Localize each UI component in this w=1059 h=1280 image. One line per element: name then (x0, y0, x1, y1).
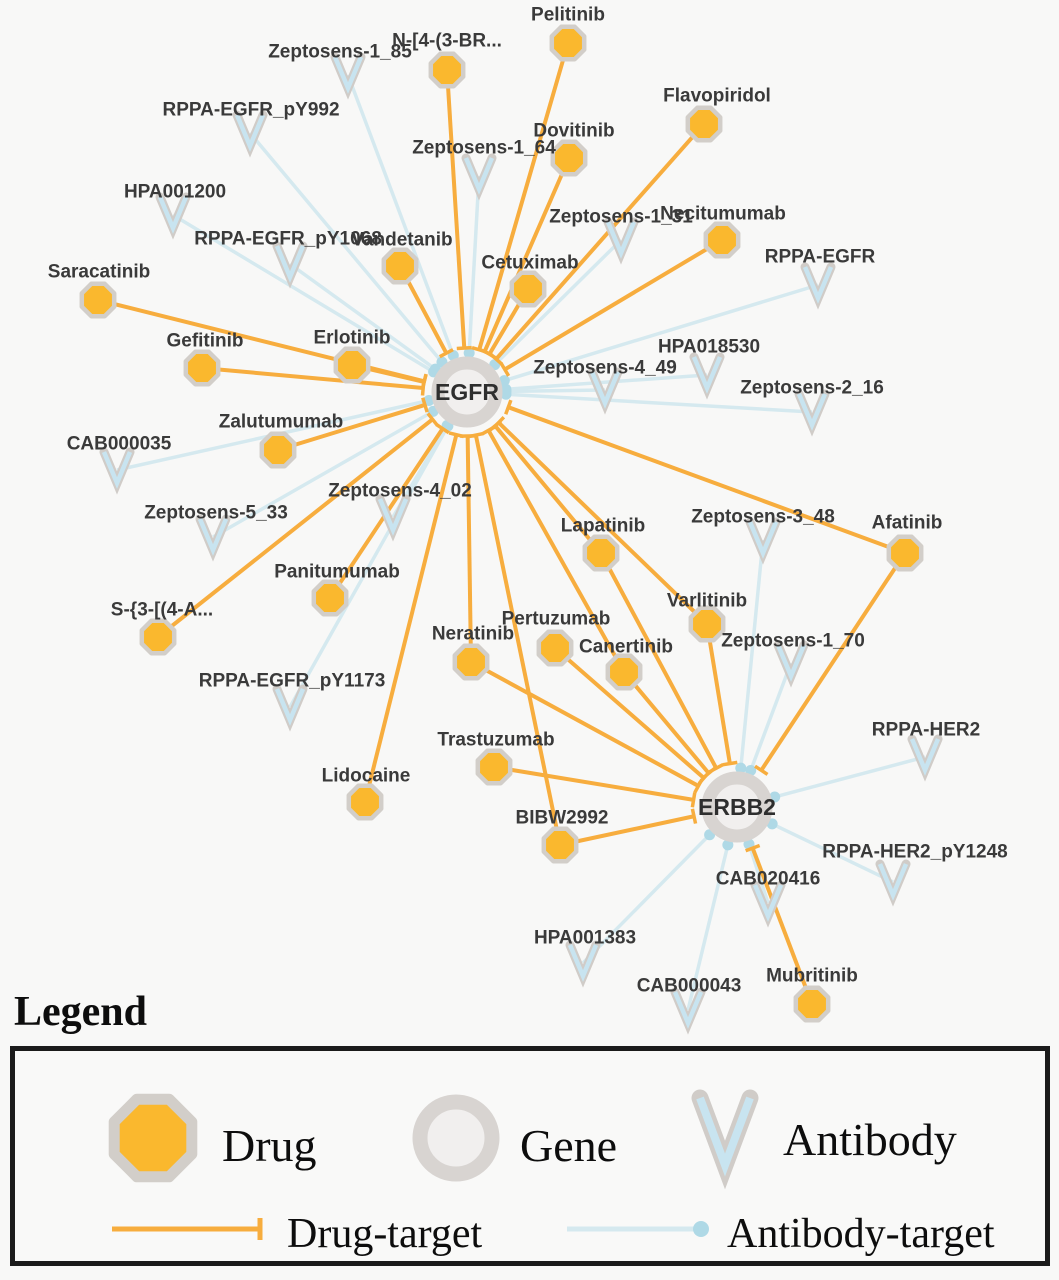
label-zeptosens-1-85: Zeptosens-1_85 (268, 41, 412, 63)
gene-legend-icon (403, 1085, 509, 1191)
label-neratinib: Neratinib (431, 623, 515, 645)
drug-octagon-icon (262, 434, 294, 466)
edge-n-4-3-br-egfr (447, 70, 464, 348)
legend-box (10, 1046, 1050, 1266)
label-hpa001200: HPA001200 (123, 181, 227, 203)
label-erbb2: ERBB2 (698, 794, 776, 820)
edge-tee (457, 348, 472, 349)
label-zeptosens-1-31: Zeptosens-1_31 (549, 206, 693, 228)
drug-octagon-icon (186, 352, 218, 384)
label-erlotinib: Erlotinib (313, 327, 391, 349)
drug-octagon-icon (314, 582, 346, 614)
label-rppa-her2-py1248: RPPA-HER2_pY1248 (822, 841, 1008, 863)
label-afatinib: Afatinib (871, 512, 943, 534)
label-zeptosens-5-33: Zeptosens-5_33 (144, 502, 288, 524)
node-zeptosens-2-16[interactable] (799, 394, 825, 425)
drug-octagon-icon (553, 142, 585, 174)
node-zeptosens-5-33[interactable] (200, 519, 226, 550)
edge-tee (506, 400, 511, 414)
drug-octagon-icon (544, 829, 576, 861)
node-trastuzumab[interactable] (478, 751, 510, 783)
edge-tee (722, 762, 737, 764)
edge-tee (692, 792, 694, 807)
drug-octagon-icon (512, 273, 544, 305)
label-cab000043: CAB000043 (636, 975, 742, 997)
label-necitumumab: Necitumumab (660, 203, 786, 225)
label-rppa-egfr-py1068: RPPA-EGFR_pY1068 (194, 228, 382, 250)
drug-octagon-icon (455, 646, 487, 678)
node-rppa-egfr[interactable] (805, 267, 831, 298)
label-flavopiridol: Flavopiridol (663, 85, 771, 107)
drug-target-edge-icon (108, 1214, 278, 1244)
drug-octagon-icon (478, 751, 510, 783)
label-rppa-egfr-py1173: RPPA-EGFR_pY1173 (198, 670, 386, 692)
label-vandetanib: Vandetanib (351, 229, 453, 251)
edge-zeptosens-1-64-egfr (469, 176, 479, 353)
drug-octagon-icon (539, 632, 571, 664)
label-zalutumumab: Zalutumumab (218, 411, 344, 433)
node-pertuzumab[interactable] (539, 632, 571, 664)
node-zalutumumab[interactable] (262, 434, 294, 466)
label-zeptosens-4-02: Zeptosens-4_02 (328, 480, 472, 502)
node-afatinib[interactable] (889, 537, 921, 569)
node-vandetanib[interactable] (384, 250, 416, 282)
node-bibw2992[interactable] (544, 829, 576, 861)
drug-octagon-icon (552, 27, 584, 59)
drug-octagon-icon (688, 108, 720, 140)
label-canertinib: Canertinib (579, 636, 673, 658)
node-gefitinib[interactable] (186, 352, 218, 384)
antibody-legend-label: Antibody (783, 1114, 957, 1165)
label-bibw2992: BIBW2992 (515, 807, 609, 829)
edge-rppa-her2-erbb2 (775, 757, 925, 797)
drug-octagon-icon (431, 54, 463, 86)
edge-canertinib-erbb2 (624, 672, 709, 773)
label-pelitinib: Pelitinib (531, 4, 605, 26)
antibody-target-edge-icon (563, 1214, 723, 1244)
label-cetuximab: Cetuximab (481, 252, 579, 274)
drug-octagon-icon (585, 537, 617, 569)
label-mubritinib: Mubritinib (766, 965, 858, 987)
label-lapatinib: Lapatinib (560, 515, 646, 537)
label-zeptosens-4-49: Zeptosens-4_49 (533, 357, 677, 379)
node-zeptosens-1-64[interactable] (466, 158, 492, 189)
edge-trastuzumab-erbb2 (494, 767, 694, 800)
drug-legend-icon (100, 1085, 206, 1191)
edge-dot (693, 1221, 709, 1237)
drug-octagon-icon (114, 1099, 192, 1177)
node-hpa018530[interactable] (694, 357, 720, 388)
label-trastuzumab: Trastuzumab (437, 729, 555, 751)
label-zeptosens-1-70: Zeptosens-1_70 (721, 630, 865, 652)
drug-octagon-icon (608, 656, 640, 688)
label-saracatinib: Saracatinib (47, 261, 151, 283)
node-varlitinib[interactable] (691, 608, 723, 640)
drug-octagon-icon (349, 786, 381, 818)
label-varlitinib: Varlitinib (666, 590, 748, 612)
label-rppa-egfr: RPPA-EGFR (764, 246, 876, 268)
node-neratinib[interactable] (455, 646, 487, 678)
label-hpa001383: HPA001383 (533, 927, 637, 949)
antibody-legend-icon (670, 1073, 780, 1193)
label-n-4-3-br: N-[4-(3-BR... (392, 30, 502, 52)
drug-octagon-icon (796, 988, 828, 1020)
node-lapatinib[interactable] (585, 537, 617, 569)
node-rppa-her2-py1248[interactable] (880, 864, 906, 895)
drug-octagon-icon (691, 608, 723, 640)
gene-legend-label: Gene (520, 1120, 618, 1171)
drug-octagon-icon (889, 537, 921, 569)
edge-flavopiridol-egfr (496, 124, 704, 359)
node-dovitinib[interactable] (553, 142, 585, 174)
drug-octagon-icon (384, 250, 416, 282)
edge-tee (422, 375, 425, 390)
edge-zeptosens-4-49-egfr (506, 390, 605, 391)
edge-tee (692, 809, 695, 824)
node-cab000035[interactable] (104, 452, 130, 483)
node-hpa001383[interactable] (570, 945, 596, 976)
label-hpa018530: HPA018530 (657, 336, 761, 358)
label-pertuzumab: Pertuzumab (501, 608, 611, 630)
legend-heading: Legend (14, 989, 148, 1035)
label-dovitinib: Dovitinib (533, 120, 615, 142)
node-rppa-her2[interactable] (912, 739, 938, 770)
node-n-4-3-br[interactable] (431, 54, 463, 86)
edge-tee (469, 434, 484, 437)
node-cetuximab[interactable] (512, 273, 544, 305)
label-rppa-egfr-py992: RPPA-EGFR_pY992 (162, 99, 340, 121)
edge-zeptosens-3-48-erbb2 (741, 540, 763, 768)
label-panitumumab: Panitumumab (274, 561, 400, 583)
node-mubritinib[interactable] (796, 988, 828, 1020)
label-rppa-her2: RPPA-HER2 (871, 719, 981, 741)
node-saracatinib[interactable] (82, 284, 114, 316)
label-cab020416: CAB020416 (715, 868, 821, 890)
node-canertinib[interactable] (608, 656, 640, 688)
node-panitumumab[interactable] (314, 582, 346, 614)
label-zeptosens-2-16: Zeptosens-2_16 (740, 377, 884, 399)
label-zeptosens-1-64: Zeptosens-1_64 (412, 137, 556, 159)
node-flavopiridol[interactable] (688, 108, 720, 140)
drug-octagon-icon (82, 284, 114, 316)
node-erlotinib[interactable] (336, 349, 368, 381)
node-lidocaine[interactable] (349, 786, 381, 818)
node-s-3-4-a[interactable] (142, 621, 174, 653)
drug-octagon-icon (142, 621, 174, 653)
drug-legend-label: Drug (222, 1120, 317, 1171)
label-egfr: EGFR (435, 379, 499, 405)
label-s-3-4-a: S-{3-[(4-A... (110, 599, 214, 621)
label-zeptosens-3-48: Zeptosens-3_48 (691, 506, 835, 528)
node-pelitinib[interactable] (552, 27, 584, 59)
antibody-target-legend-label: Antibody-target (727, 1211, 995, 1257)
drug-octagon-icon (706, 224, 738, 256)
drug-octagon-icon (336, 349, 368, 381)
gene-ring-icon (420, 1102, 492, 1174)
label-gefitinib: Gefitinib (166, 330, 244, 352)
label-cab000035: CAB000035 (66, 433, 172, 455)
label-lidocaine: Lidocaine (321, 765, 411, 787)
node-necitumumab[interactable] (706, 224, 738, 256)
drug-target-legend-label: Drug-target (287, 1211, 483, 1257)
